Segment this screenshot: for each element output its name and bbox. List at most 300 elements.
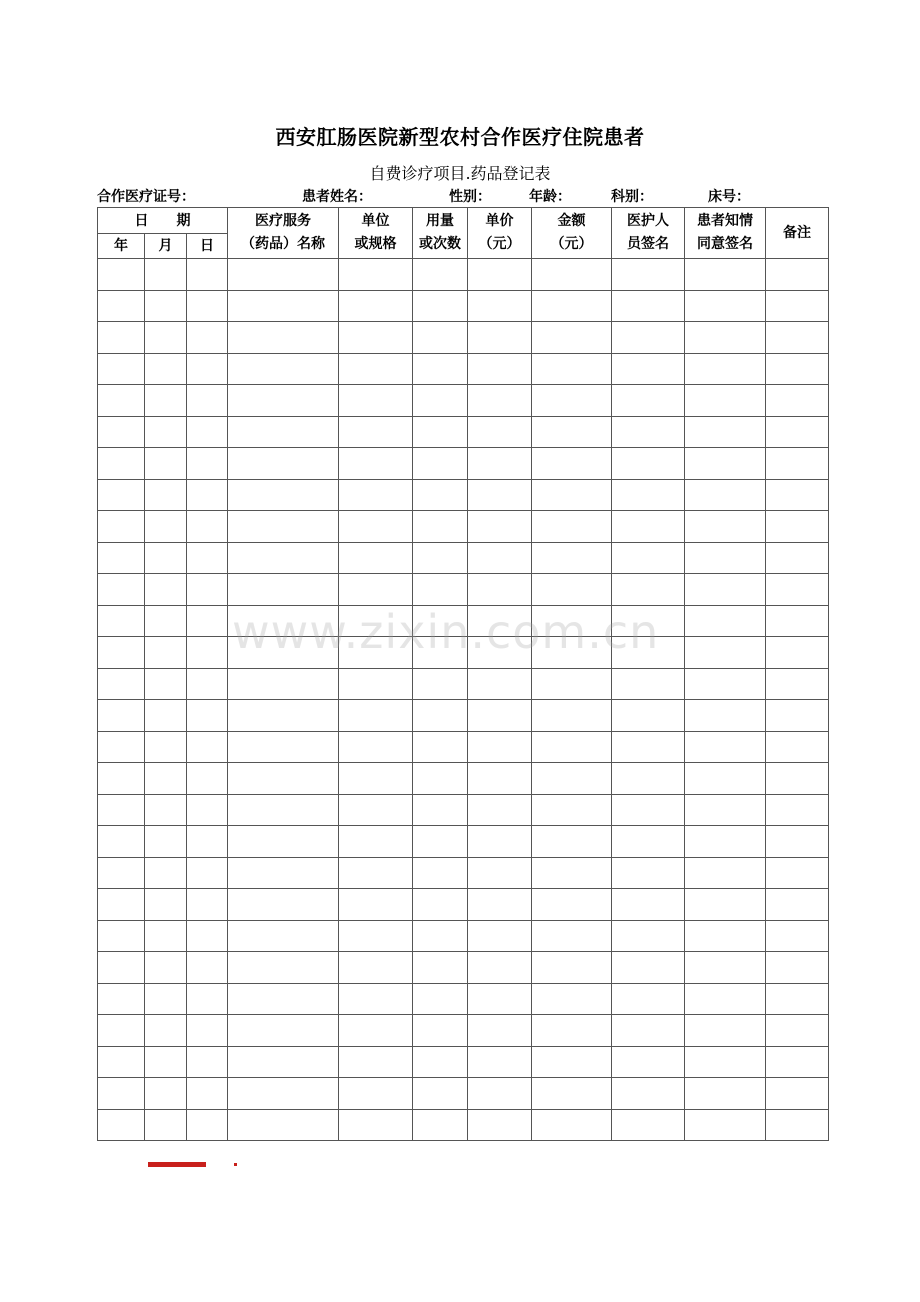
register-body: [98, 259, 829, 1141]
table-cell: [413, 826, 468, 858]
table-cell: [468, 511, 532, 543]
table-cell: [532, 385, 612, 417]
table-cell: [145, 637, 187, 669]
table-cell: [339, 1078, 413, 1110]
table-row: [98, 416, 829, 448]
table-cell: [766, 1109, 829, 1141]
table-cell: [766, 322, 829, 354]
table-cell: [339, 416, 413, 448]
table-cell: [339, 637, 413, 669]
table-cell: [612, 322, 685, 354]
table-cell: [187, 353, 228, 385]
consent-signature-header: [685, 208, 766, 259]
table-cell: [468, 479, 532, 511]
consent-header-line1: 患者知情: [697, 213, 753, 229]
table-cell: [612, 479, 685, 511]
table-cell: [339, 385, 413, 417]
table-cell: [413, 1015, 468, 1047]
table-cell: [532, 794, 612, 826]
table-cell: [766, 259, 829, 291]
table-cell: [766, 416, 829, 448]
table-cell: [98, 416, 145, 448]
table-row: [98, 637, 829, 669]
table-cell: [228, 259, 339, 291]
table-cell: [98, 574, 145, 606]
table-cell: [413, 416, 468, 448]
table-cell: [685, 542, 766, 574]
table-cell: [98, 542, 145, 574]
table-row: [98, 983, 829, 1015]
table-cell: [468, 574, 532, 606]
table-cell: [532, 479, 612, 511]
table-cell: [532, 668, 612, 700]
table-cell: [413, 794, 468, 826]
table-row: [98, 857, 829, 889]
table-cell: [228, 448, 339, 480]
table-cell: [98, 511, 145, 543]
table-row: [98, 605, 829, 637]
table-cell: [187, 857, 228, 889]
table-cell: [228, 511, 339, 543]
table-cell: [228, 983, 339, 1015]
table-cell: [98, 920, 145, 952]
unit-header-line1: 单位: [361, 213, 390, 229]
table-cell: [413, 920, 468, 952]
table-cell: [187, 290, 228, 322]
table-row: [98, 1015, 829, 1047]
table-cell: [532, 763, 612, 795]
table-cell: [187, 542, 228, 574]
table-cell: [98, 290, 145, 322]
table-cell: [98, 1046, 145, 1078]
table-cell: [187, 1015, 228, 1047]
table-cell: [685, 1109, 766, 1141]
table-cell: [766, 731, 829, 763]
table-cell: [468, 605, 532, 637]
table-cell: [339, 889, 413, 921]
table-cell: [766, 605, 829, 637]
table-row: [98, 826, 829, 858]
table-cell: [766, 353, 829, 385]
table-cell: [145, 574, 187, 606]
table-cell: [339, 542, 413, 574]
table-cell: [187, 448, 228, 480]
table-cell: [532, 448, 612, 480]
table-cell: [145, 668, 187, 700]
amount-header: [532, 208, 612, 259]
table-cell: [685, 416, 766, 448]
table-row: [98, 542, 829, 574]
table-cell: [339, 1109, 413, 1141]
red-dot-mark: [234, 1163, 237, 1166]
table-cell: [98, 1078, 145, 1110]
table-cell: [145, 605, 187, 637]
table-cell: [612, 385, 685, 417]
table-cell: [468, 668, 532, 700]
table-cell: [228, 637, 339, 669]
table-row: [98, 479, 829, 511]
table-cell: [612, 1015, 685, 1047]
table-cell: [98, 857, 145, 889]
table-cell: [685, 605, 766, 637]
table-row: [98, 574, 829, 606]
table-cell: [339, 479, 413, 511]
table-cell: [145, 1015, 187, 1047]
table-cell: [413, 731, 468, 763]
dept-label: 科别：: [611, 189, 653, 205]
table-cell: [685, 290, 766, 322]
table-cell: [413, 668, 468, 700]
table-cell: [145, 259, 187, 291]
qty-header-line2: 或次数: [419, 236, 461, 252]
table-cell: [98, 700, 145, 732]
table-cell: [685, 1078, 766, 1110]
table-cell: [228, 416, 339, 448]
table-cell: [685, 1015, 766, 1047]
table-cell: [145, 448, 187, 480]
table-cell: [145, 416, 187, 448]
table-cell: [339, 920, 413, 952]
table-cell: [685, 794, 766, 826]
table-cell: [228, 605, 339, 637]
table-cell: [532, 511, 612, 543]
table-cell: [187, 605, 228, 637]
table-cell: [413, 542, 468, 574]
price-header-line1: 单价: [485, 213, 514, 229]
table-cell: [228, 857, 339, 889]
table-cell: [187, 511, 228, 543]
table-cell: [228, 1109, 339, 1141]
table-cell: [766, 889, 829, 921]
table-cell: [339, 700, 413, 732]
table-cell: [766, 574, 829, 606]
table-cell: [187, 920, 228, 952]
table-cell: [339, 290, 413, 322]
table-cell: [532, 889, 612, 921]
table-cell: [532, 637, 612, 669]
table-cell: [228, 385, 339, 417]
table-cell: [98, 259, 145, 291]
table-cell: [413, 385, 468, 417]
table-cell: [413, 605, 468, 637]
table-cell: [532, 700, 612, 732]
table-cell: [145, 479, 187, 511]
document-subtitle: 自费诊疗项目.药品登记表: [369, 164, 551, 183]
table-row: [98, 353, 829, 385]
remark-header: 备注: [766, 208, 829, 259]
table-cell: [532, 952, 612, 984]
table-row: [98, 920, 829, 952]
table-cell: [145, 700, 187, 732]
table-cell: [468, 637, 532, 669]
table-cell: [339, 353, 413, 385]
table-cell: [145, 952, 187, 984]
table-cell: [228, 763, 339, 795]
table-cell: [468, 952, 532, 984]
table-cell: [612, 1078, 685, 1110]
table-cell: [612, 952, 685, 984]
table-cell: [612, 605, 685, 637]
table-cell: [468, 1109, 532, 1141]
table-cell: [766, 857, 829, 889]
table-cell: [145, 731, 187, 763]
table-row: [98, 322, 829, 354]
table-cell: [685, 668, 766, 700]
table-cell: [766, 794, 829, 826]
table-cell: [612, 259, 685, 291]
table-cell: [145, 1078, 187, 1110]
table-cell: [413, 952, 468, 984]
table-row: [98, 700, 829, 732]
table-cell: [98, 353, 145, 385]
table-cell: [339, 794, 413, 826]
table-cell: [468, 920, 532, 952]
table-cell: [766, 511, 829, 543]
table-cell: [145, 385, 187, 417]
table-cell: [685, 385, 766, 417]
table-cell: [685, 763, 766, 795]
table-cell: [228, 1078, 339, 1110]
table-cell: [339, 605, 413, 637]
table-row: [98, 290, 829, 322]
table-cell: [468, 983, 532, 1015]
table-cell: [339, 1046, 413, 1078]
table-cell: [468, 763, 532, 795]
table-cell: [228, 952, 339, 984]
qty-header-line1: 用量: [426, 213, 454, 229]
table-cell: [612, 794, 685, 826]
table-cell: [187, 1046, 228, 1078]
watermark: www.zixin.com.cn: [232, 605, 660, 659]
table-cell: [98, 952, 145, 984]
table-cell: [187, 889, 228, 921]
staff-signature-header: [612, 208, 685, 259]
table-cell: [228, 920, 339, 952]
table-cell: [413, 259, 468, 291]
table-cell: [612, 416, 685, 448]
table-cell: [339, 826, 413, 858]
consent-header-line2: 同意签名: [697, 236, 753, 252]
amount-header-line1: 金额: [557, 213, 586, 229]
table-cell: [187, 731, 228, 763]
table-cell: [339, 763, 413, 795]
table-cell: [413, 637, 468, 669]
table-cell: [468, 322, 532, 354]
table-cell: [339, 322, 413, 354]
table-cell: [413, 1078, 468, 1110]
table-cell: [766, 920, 829, 952]
table-cell: [145, 857, 187, 889]
table-cell: [685, 920, 766, 952]
table-cell: [187, 1109, 228, 1141]
table-cell: [228, 353, 339, 385]
table-cell: [685, 353, 766, 385]
table-cell: [98, 731, 145, 763]
table-cell: [187, 952, 228, 984]
table-cell: [228, 479, 339, 511]
table-cell: [187, 794, 228, 826]
table-cell: [612, 700, 685, 732]
table-cell: [339, 1015, 413, 1047]
table-cell: [766, 668, 829, 700]
table-cell: [685, 259, 766, 291]
table-cell: [685, 637, 766, 669]
table-cell: [339, 731, 413, 763]
table-cell: [228, 731, 339, 763]
table-cell: [685, 448, 766, 480]
table-cell: [766, 952, 829, 984]
table-cell: [468, 1015, 532, 1047]
table-cell: [532, 1109, 612, 1141]
table-cell: [413, 983, 468, 1015]
table-cell: [766, 290, 829, 322]
table-cell: [766, 763, 829, 795]
table-cell: [145, 826, 187, 858]
table-cell: [612, 889, 685, 921]
table-cell: [187, 668, 228, 700]
table-cell: [413, 574, 468, 606]
table-cell: [468, 1078, 532, 1110]
table-cell: [187, 983, 228, 1015]
unit-header: [339, 208, 413, 259]
month-header: 月: [145, 234, 187, 259]
table-cell: [685, 889, 766, 921]
table-cell: [612, 542, 685, 574]
table-cell: [98, 668, 145, 700]
table-cell: [413, 763, 468, 795]
table-cell: [468, 385, 532, 417]
year-header: 年: [98, 234, 145, 259]
table-cell: [339, 857, 413, 889]
table-cell: [228, 889, 339, 921]
table-cell: [468, 353, 532, 385]
table-cell: [413, 322, 468, 354]
table-cell: [532, 731, 612, 763]
table-cell: [685, 1046, 766, 1078]
table-cell: [685, 511, 766, 543]
table-cell: [228, 290, 339, 322]
table-cell: [766, 479, 829, 511]
table-row: [98, 794, 829, 826]
table-cell: [468, 416, 532, 448]
table-cell: [766, 385, 829, 417]
table-cell: [98, 1109, 145, 1141]
table-cell: [612, 920, 685, 952]
table-cell: [187, 479, 228, 511]
table-cell: [468, 448, 532, 480]
table-row: [98, 385, 829, 417]
table-cell: [145, 794, 187, 826]
table-row: [98, 668, 829, 700]
table-cell: [98, 983, 145, 1015]
table-cell: [532, 1015, 612, 1047]
table-cell: [685, 700, 766, 732]
table-cell: [145, 511, 187, 543]
table-cell: [468, 731, 532, 763]
table-cell: [413, 290, 468, 322]
table-cell: [612, 1046, 685, 1078]
table-cell: [413, 511, 468, 543]
table-cell: [187, 322, 228, 354]
table-cell: [413, 700, 468, 732]
table-cell: [98, 479, 145, 511]
table-cell: [532, 542, 612, 574]
table-cell: [98, 1015, 145, 1047]
table-cell: [145, 889, 187, 921]
table-cell: [187, 763, 228, 795]
date-header: 日 期: [98, 208, 228, 234]
table-cell: [612, 511, 685, 543]
table-cell: [187, 1078, 228, 1110]
table-cell: [468, 1046, 532, 1078]
table-cell: [413, 448, 468, 480]
staff-header-line2: 员签名: [627, 236, 669, 252]
price-header-line2: （元）: [478, 236, 521, 252]
table-cell: [766, 1046, 829, 1078]
table-cell: [187, 700, 228, 732]
table-cell: [187, 826, 228, 858]
table-cell: [766, 542, 829, 574]
table-cell: [339, 259, 413, 291]
table-cell: [766, 826, 829, 858]
staff-header-line1: 医护人: [627, 213, 669, 229]
table-cell: [339, 574, 413, 606]
red-bar-mark: [148, 1162, 206, 1167]
table-cell: [187, 416, 228, 448]
table-cell: [766, 448, 829, 480]
table-cell: [468, 794, 532, 826]
table-cell: [145, 983, 187, 1015]
table-cell: [413, 1046, 468, 1078]
table-cell: [413, 479, 468, 511]
price-header: [468, 208, 532, 259]
table-row: [98, 731, 829, 763]
table-row: [98, 259, 829, 291]
table-cell: [532, 353, 612, 385]
table-cell: [685, 731, 766, 763]
table-cell: [145, 322, 187, 354]
table-cell: [228, 668, 339, 700]
table-row: [98, 952, 829, 984]
table-cell: [228, 700, 339, 732]
table-cell: [145, 763, 187, 795]
table-row: [98, 1078, 829, 1110]
table-cell: [468, 542, 532, 574]
table-cell: [685, 857, 766, 889]
table-cell: [612, 731, 685, 763]
day-header: 日: [187, 234, 228, 259]
table-cell: [413, 1109, 468, 1141]
table-cell: [612, 763, 685, 795]
table-cell: [339, 983, 413, 1015]
table-cell: [187, 259, 228, 291]
table-cell: [468, 700, 532, 732]
table-cell: [532, 1078, 612, 1110]
table-cell: [98, 763, 145, 795]
table-cell: [468, 826, 532, 858]
table-row: [98, 448, 829, 480]
card-no-label: 合作医疗证号：: [97, 189, 195, 205]
table-cell: [98, 826, 145, 858]
table-cell: [98, 637, 145, 669]
table-cell: [339, 668, 413, 700]
table-cell: [766, 1078, 829, 1110]
item-header-line2: （药品）名称: [241, 236, 325, 252]
table-cell: [228, 322, 339, 354]
table-cell: [766, 983, 829, 1015]
table-cell: [532, 259, 612, 291]
table-cell: [228, 826, 339, 858]
